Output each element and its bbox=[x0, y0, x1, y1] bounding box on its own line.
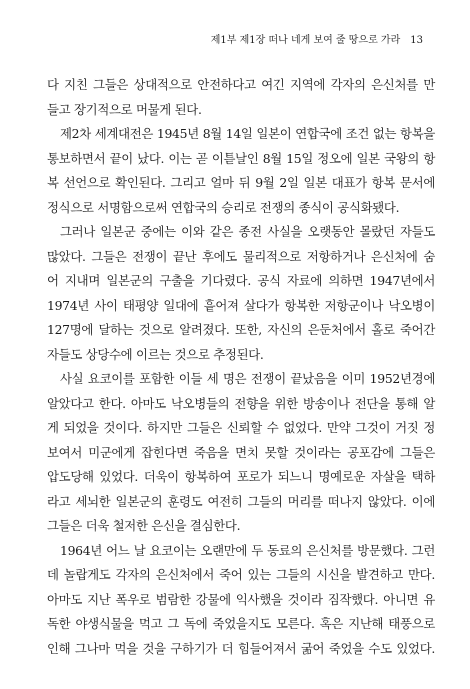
text-line: 그러나 일본군 중에는 이와 같은 종전 사실을 오랫동안 몰랐던 자들도 bbox=[60, 224, 435, 239]
text-line: 복 선언으로 확인된다. 그리고 얼마 뒤 9월 2일 일본 대표가 항복 문서에 bbox=[47, 175, 435, 190]
text-line: 라고 세뇌한 일본군의 훈령도 여전히 그들의 머리를 떠나지 않았다. 이에 bbox=[47, 493, 435, 509]
text-line: 게 되었을 것이다. 하지만 그들은 신뢰할 수 없었다. 만약 그것이 거짓 정 bbox=[47, 420, 435, 435]
text-line: 들고 장기적으로 머물게 된다. bbox=[47, 101, 202, 117]
text-line: 독한 야생식물을 먹고 그 독에 죽었을지도 모른다. 혹은 지난해 태풍으로 bbox=[47, 616, 435, 631]
text-line: 어 지내며 일본군의 구출을 기다렸다. 공식 자료에 의하면 1947년에서 bbox=[47, 273, 435, 288]
text-line: 보여서 미군에게 잡힌다면 죽음을 면치 못할 것이라는 공포감에 그들은 bbox=[47, 444, 435, 460]
text-line: 데 놀랍게도 각자의 은신처에서 죽어 있는 그들의 시신을 발견하고 만다. bbox=[47, 567, 435, 582]
text-line: 알았다고 한다. 아마도 낙오병들의 전향을 위한 방송이나 전단을 통해 알 bbox=[47, 395, 435, 411]
text-line: 1974년 사이 태평양 일대에 흩어져 살다가 항복한 저항군이나 낙오병이 bbox=[47, 297, 435, 313]
page-number: 13 bbox=[410, 35, 423, 46]
text-line: 1964년 어느 날 요코이는 오랜만에 두 동료의 은신처를 방문했다. 그런 bbox=[60, 542, 435, 558]
text-line: 자들도 상당수에 이르는 것으로 추정된다. bbox=[47, 346, 264, 362]
text-line: 많았다. 그들은 전쟁이 끝난 후에도 물리적으로 저항하거나 은신처에 숨 bbox=[47, 248, 435, 264]
running-head bbox=[211, 34, 423, 48]
text-line: 인해 그나마 먹을 것을 구하기가 더 힘들어져서 굶어 죽었을 수도 있었다. bbox=[47, 640, 435, 656]
text-line: 제2차 세계대전은 1945년 8월 14일 일본이 연합국에 조건 없는 항복을 bbox=[60, 126, 435, 141]
text-line: 아마도 지난 폭우로 범람한 강물에 익사했을 것이라 짐작했다. 아니면 유 bbox=[47, 591, 435, 607]
text-line: 그들은 더욱 철저한 은신을 결심한다. bbox=[47, 518, 241, 533]
text-line: 정식으로 서명함으로써 연합국의 승리로 전쟁의 종식이 공식화됐다. bbox=[47, 199, 400, 215]
text-line: 통보하면서 끝이 났다. 이는 곧 이튿날인 8월 15일 정오에 일본 국왕의 항 bbox=[47, 150, 435, 166]
text-line: 다 지친 그들은 상대적으로 안전하다고 여긴 지역에 각자의 은신처를 만 bbox=[47, 77, 435, 92]
text-line: 사실 요코이를 포함한 이들 세 명은 전쟁이 끝났음을 이미 1952년경에 bbox=[60, 371, 435, 386]
text-line: 압도당해 있었다. 더욱이 항복하여 포로가 되느니 명예로운 자살을 택하 bbox=[47, 469, 435, 484]
text-line: 127명에 달하는 것으로 알려졌다. 또한, 자신의 은둔처에서 홀로 죽어간 bbox=[47, 322, 435, 337]
body-text bbox=[47, 73, 435, 661]
running-title: 제1부 제1장 떠나 네게 보여 줄 땅으로 가라 bbox=[210, 35, 401, 46]
